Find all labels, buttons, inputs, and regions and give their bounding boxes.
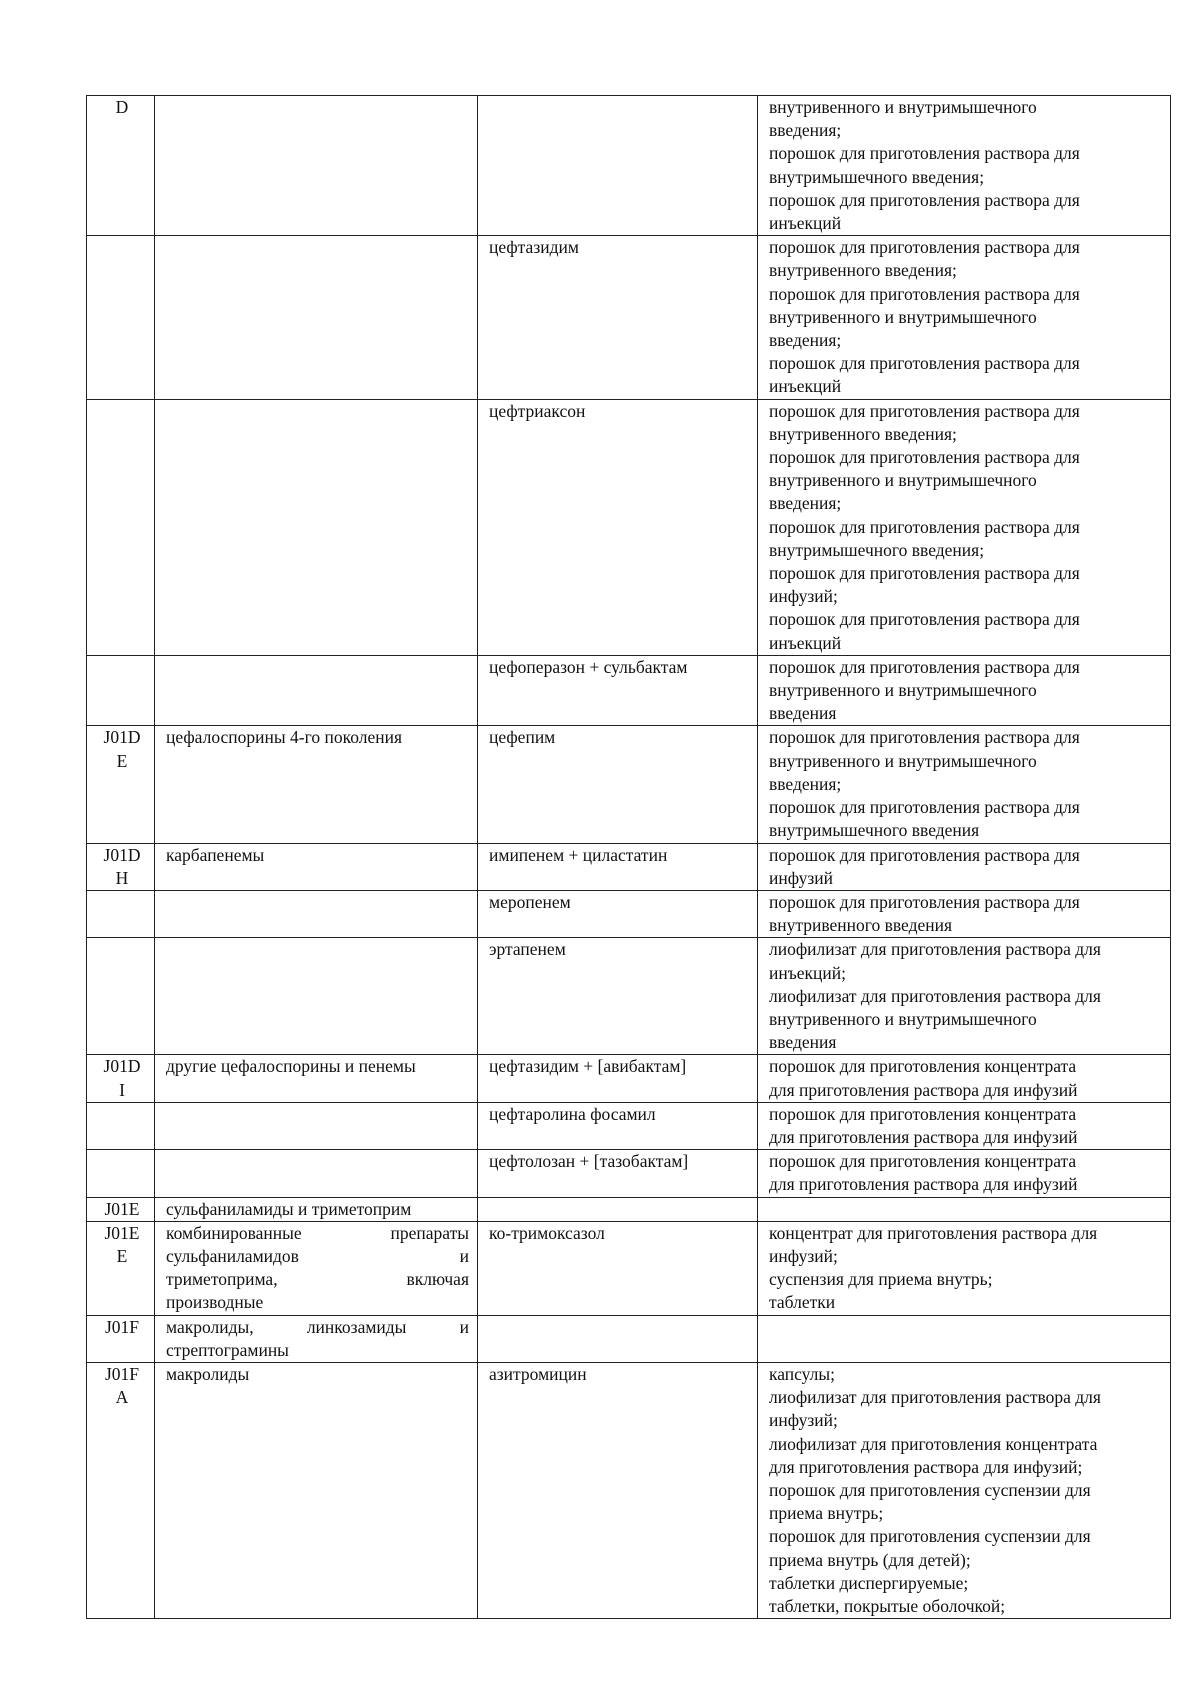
drug-name-text: азитромицин (489, 1363, 587, 1384)
table-row (87, 1197, 1171, 1221)
dosage-form-line: порошок для приготовления раствора для (769, 609, 1080, 630)
pharmacological-group-cell (155, 1315, 478, 1362)
drug-name-cell (478, 1221, 758, 1315)
dosage-forms-cell (758, 1197, 1171, 1221)
pharmacological-group-cell (155, 236, 478, 399)
atc-code-text: E (116, 1245, 128, 1266)
dosage-forms-cell (758, 1315, 1171, 1362)
atc-code-cell (87, 1150, 155, 1197)
dosage-form-line: лиофилизат для приготовления раствора для (769, 1387, 1101, 1408)
drug-name-text: цефепим (489, 727, 556, 748)
drug-name-text: меропенем (489, 891, 571, 912)
group-name-line: макролиды, линкозамиды и (166, 1316, 469, 1337)
dosage-form-line: порошок для приготовления раствора для (769, 844, 1080, 865)
dosage-form-line: внутривенного и внутримышечного (769, 1008, 1037, 1029)
drug-name-cell (478, 843, 758, 890)
atc-code-cell (87, 1221, 155, 1315)
drug-name-text: имипенем + циластатин (489, 844, 668, 865)
drug-name-cell (478, 96, 758, 236)
table-row (87, 655, 1171, 726)
dosage-form-line: порошок для приготовления раствора для (769, 563, 1080, 584)
dosage-form-line: внутривенного и внутримышечного (769, 97, 1037, 117)
atc-code-cell (87, 236, 155, 399)
dosage-forms-cell (758, 236, 1171, 399)
dosage-forms-cell (758, 1221, 1171, 1315)
dosage-forms-cell (758, 1150, 1171, 1197)
dosage-forms-cell (758, 890, 1171, 937)
atc-code-text: D (115, 97, 129, 117)
dosage-form-line: порошок для приготовления концентрата (769, 1151, 1077, 1172)
dosage-form-line: лиофилизат для приготовления раствора для (769, 985, 1101, 1006)
drug-name-text: цефтолозан + [тазобактам] (489, 1151, 689, 1172)
dosage-form-line: внутримышечного введения; (769, 539, 985, 560)
dosage-form-line: порошок для приготовления концентрата (769, 1103, 1077, 1124)
dosage-form-line: введения; (769, 773, 842, 794)
dosage-form-line: внутримышечного введения (769, 820, 980, 841)
drug-name-text: цефтазидим + [авибактам] (489, 1056, 687, 1077)
drug-name-cell (478, 1102, 758, 1149)
dosage-form-line: инъекций (769, 376, 842, 397)
dosage-form-line: таблетки, покрытые оболочкой; (769, 1596, 1006, 1616)
pharmacological-group-cell (155, 1221, 478, 1315)
dosage-form-line: порошок для приготовления раствора для (769, 447, 1080, 468)
table-row (87, 236, 1171, 399)
dosage-forms-cell (758, 399, 1171, 655)
dosage-forms-cell (758, 96, 1171, 236)
dosage-form-line: приема внутрь; (769, 1503, 884, 1524)
pharmacological-group-cell (155, 1197, 478, 1221)
dosage-form-line: приема внутрь (для детей); (769, 1549, 971, 1570)
pharmacological-group-cell (155, 726, 478, 843)
dosage-form-line: внутривенного введения (769, 915, 953, 936)
drug-name-cell (478, 890, 758, 937)
dosage-form-line: порошок для приготовления раствора для (769, 353, 1080, 374)
dosage-forms-cell (758, 1362, 1171, 1618)
drug-name-cell (478, 938, 758, 1055)
atc-code-text: J01F (104, 1363, 140, 1384)
dosage-form-line: внутривенного и внутримышечного (769, 750, 1037, 771)
group-name-line: карбапенемы (166, 844, 265, 865)
dosage-form-line: концентрат для приготовления раствора для (769, 1222, 1098, 1243)
table-row (87, 399, 1171, 655)
table-row (87, 1221, 1171, 1315)
pharmacological-group-cell (155, 1102, 478, 1149)
dosage-form-line: порошок для приготовления суспензии для (769, 1479, 1091, 1500)
dosage-form-line: внутривенного и внутримышечного (769, 306, 1037, 327)
dosage-form-line: введения (769, 703, 837, 724)
table-row (87, 1362, 1171, 1618)
drug-name-text: цефтазидим (489, 237, 579, 258)
group-name-line: другие цефалоспорины и пенемы (166, 1056, 416, 1077)
atc-code-cell (87, 938, 155, 1055)
table-row (87, 1150, 1171, 1197)
dosage-form-line: порошок для приготовления раствора для (769, 400, 1080, 421)
dosage-form-line: порошок для приготовления раствора для (769, 727, 1080, 748)
dosage-form-line: внутривенного и внутримышечного (769, 470, 1037, 491)
pharmacological-group-cell (155, 1150, 478, 1197)
dosage-forms-cell (758, 1055, 1171, 1102)
group-name-line: стрептограмины (166, 1339, 289, 1360)
dosage-forms-cell (758, 938, 1171, 1055)
drug-name-cell (478, 1150, 758, 1197)
group-name-line: триметоприма, включая (166, 1269, 469, 1290)
drug-name-text: цефоперазон + сульбактам (489, 656, 688, 677)
dosage-form-line: порошок для приготовления концентрата (769, 1056, 1077, 1077)
dosage-form-line: порошок для приготовления раствора для (769, 891, 1080, 912)
drug-name-cell (478, 399, 758, 655)
dosage-form-line: таблетки диспергируемые; (769, 1572, 969, 1593)
dosage-form-line: порошок для приготовления раствора для (769, 189, 1080, 210)
drug-table (86, 95, 1171, 1619)
dosage-form-line: введения; (769, 493, 842, 514)
document-page (86, 95, 1170, 1619)
group-name-line: производные (166, 1292, 264, 1313)
table-row (87, 1055, 1171, 1102)
atc-code-text: A (115, 1387, 129, 1408)
dosage-form-line: порошок для приготовления раствора для (769, 797, 1080, 818)
atc-code-text: J01D (103, 844, 141, 865)
dosage-form-line: введения; (769, 330, 842, 351)
table-row (87, 843, 1171, 890)
atc-code-cell (87, 890, 155, 937)
dosage-forms-cell (758, 843, 1171, 890)
dosage-form-line: введения (769, 1032, 837, 1053)
atc-code-text: I (119, 1079, 125, 1100)
pharmacological-group-cell (155, 655, 478, 726)
dosage-form-line: порошок для приготовления суспензии для (769, 1526, 1091, 1547)
pharmacological-group-cell (155, 96, 478, 236)
drug-name-cell (478, 236, 758, 399)
dosage-form-line: инфузий; (769, 1410, 838, 1431)
dosage-form-line: для приготовления раствора для инфузий; (769, 1456, 1083, 1477)
dosage-form-line: для приготовления раствора для инфузий (769, 1126, 1078, 1147)
atc-code-text: J01D (103, 727, 141, 748)
dosage-form-line: лиофилизат для приготовления концентрата (769, 1433, 1098, 1454)
atc-code-text: E (116, 750, 128, 771)
atc-code-cell (87, 399, 155, 655)
pharmacological-group-cell (155, 890, 478, 937)
dosage-form-line: инфузий; (769, 586, 838, 607)
atc-code-text: J01E (104, 1222, 140, 1243)
table-row (87, 1102, 1171, 1149)
drug-name-text: ко-тримоксазол (489, 1222, 605, 1243)
table-row (87, 890, 1171, 937)
dosage-form-line: внутривенного введения; (769, 423, 957, 444)
dosage-form-line: инфузий; (769, 1245, 838, 1266)
atc-code-cell (87, 726, 155, 843)
dosage-form-line: введения; (769, 120, 842, 141)
dosage-form-line: порошок для приготовления раствора для (769, 143, 1080, 164)
atc-code-cell (87, 1197, 155, 1221)
pharmacological-group-cell (155, 399, 478, 655)
dosage-form-line: инъекций; (769, 962, 847, 983)
table-row (87, 1315, 1171, 1362)
atc-code-text: H (115, 867, 129, 888)
dosage-form-line: капсулы; (769, 1363, 836, 1384)
drug-name-cell (478, 1055, 758, 1102)
dosage-form-line: инъекций (769, 213, 842, 234)
table-row (87, 938, 1171, 1055)
pharmacological-group-cell (155, 1055, 478, 1102)
atc-code-cell (87, 96, 155, 236)
dosage-form-line: порошок для приготовления раствора для (769, 516, 1080, 537)
drug-name-text: эртапенем (489, 939, 566, 960)
dosage-form-line: внутримышечного введения; (769, 166, 985, 187)
dosage-form-line: порошок для приготовления раствора для (769, 283, 1080, 304)
drug-name-cell (478, 1362, 758, 1618)
atc-code-text: J01F (104, 1316, 140, 1337)
atc-code-cell (87, 1362, 155, 1618)
group-name-line: сульфаниламиды и триметоприм (166, 1198, 412, 1219)
atc-code-cell (87, 1055, 155, 1102)
group-name-line: макролиды (166, 1363, 250, 1384)
group-name-line: комбинированные препараты (166, 1222, 469, 1243)
drug-name-text: цефтриаксон (489, 400, 586, 421)
atc-code-text: J01D (103, 1056, 141, 1077)
group-name-line: сульфаниламидов и (166, 1245, 469, 1266)
dosage-form-line: лиофилизат для приготовления раствора для (769, 939, 1101, 960)
drug-name-cell (478, 655, 758, 726)
dosage-form-line: порошок для приготовления раствора для (769, 237, 1080, 258)
dosage-form-line: внутривенного и внутримышечного (769, 680, 1037, 701)
atc-code-cell (87, 843, 155, 890)
dosage-form-line: для приготовления раствора для инфузий (769, 1079, 1078, 1100)
dosage-form-line: суспензия для приема внутрь; (769, 1269, 993, 1290)
dosage-form-line: инъекций (769, 632, 842, 653)
dosage-form-line: инфузий (769, 867, 834, 888)
dosage-forms-cell (758, 726, 1171, 843)
atc-code-cell (87, 1102, 155, 1149)
pharmacological-group-cell (155, 938, 478, 1055)
pharmacological-group-cell (155, 843, 478, 890)
drug-name-cell (478, 726, 758, 843)
table-row (87, 726, 1171, 843)
pharmacological-group-cell (155, 1362, 478, 1618)
atc-code-cell (87, 655, 155, 726)
atc-code-cell (87, 1315, 155, 1362)
dosage-form-line: внутривенного введения; (769, 260, 957, 281)
dosage-form-line: порошок для приготовления раствора для (769, 656, 1080, 677)
drug-name-cell (478, 1197, 758, 1221)
dosage-form-line: таблетки (769, 1292, 836, 1313)
dosage-forms-cell (758, 655, 1171, 726)
group-name-line: цефалоспорины 4-го поколения (166, 727, 402, 748)
drug-name-cell (478, 1315, 758, 1362)
dosage-form-line: для приготовления раствора для инфузий (769, 1174, 1078, 1195)
table-row (87, 96, 1171, 236)
atc-code-text: J01E (104, 1198, 140, 1219)
drug-table-body (87, 96, 1171, 1619)
drug-name-text: цефтаролина фосамил (489, 1103, 656, 1124)
dosage-forms-cell (758, 1102, 1171, 1149)
